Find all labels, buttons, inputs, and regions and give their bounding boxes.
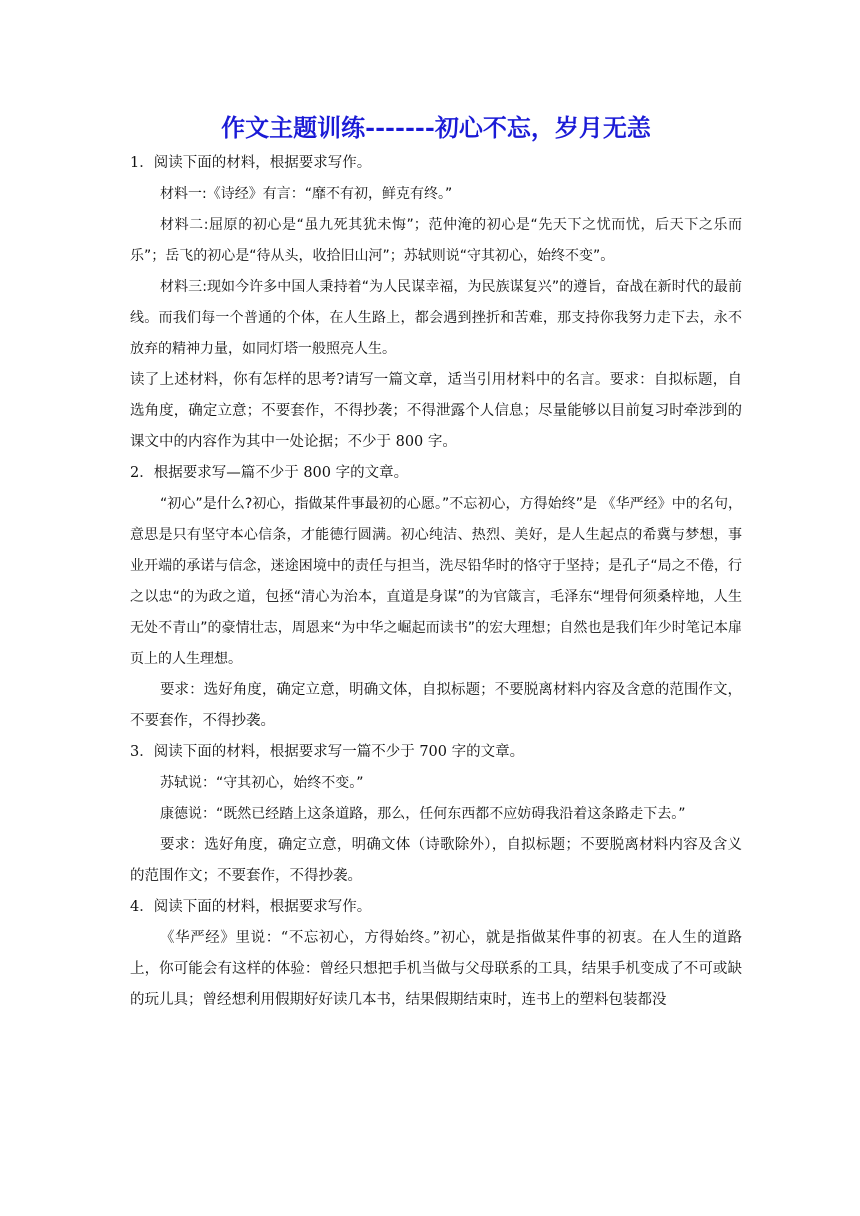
question-1-material-3: 材料三:现如今许多中国人秉持着“为人民谋幸福，为民族谋复兴”的遵旨，奋战在新时代的最前线。而我们每一个普通的个体，在人生路上，都会遇到挫折和苦难，那支持你我努力走下去，永不放弃的精神力量，如同灯塔一般照亮人生。 — [130, 279, 742, 357]
question-4-heading: 4．阅读下面的材料，根据要求写作。 — [130, 899, 372, 915]
question-3-material-1: 苏轼说：“守其初心，始终不变。” — [160, 775, 364, 791]
question-1-material-1: 材料一:《诗经》有言：“靡不有初，鲜克有终。” — [160, 186, 453, 202]
question-3-material-2: 康德说：“既然已经踏上这条道路，那么，任何东西都不应妨碍我沿着这条路走下去。” — [160, 806, 686, 822]
document-title: 作文主题训练-------初心不忘，岁月无恙 — [221, 113, 651, 142]
question-3-heading: 3．阅读下面的材料，根据要求写一篇不少于 700 字的文章。 — [130, 744, 525, 760]
question-1-heading: 1．阅读下面的材料，根据要求写作。 — [130, 155, 372, 171]
question-2-material: “初心”是什么?初心，指做某件事最初的心愿。”不忘初心，方得始终”是 《华严经》中的名句， 意思是只有坚守本心信条，才能德行圆满。初心纯洁、热烈、美好，是人生起点的希冀与梦想，事业开端的承诺与信念，迷途困境中的责任与担当，洗尽铅华时的恪守于坚持；是孔子“局之不倦，行之以忠“的为政之道，包拯“清心为治本，直道是身谋”的为官箴言，毛泽东“埋骨何须桑梓地，人生无处不青山”的豪情壮志，周恩来“为中华之崛起而读书”的宏大理想；自然也是我们年少时笔记本扉页上的人生理想。 — [130, 496, 742, 667]
question-1-material-2: 材料二:屈原的初心是“虽九死其犹未悔”；范仲淹的初心是“先天下之忧而忧，后天下之乐而乐”；岳飞的初心是“待从头，收拾旧山河”；苏轼则说“守其初心，始终不变”。 — [130, 217, 742, 264]
question-2-heading: 2．根据要求写—篇不少于 800 字的文章。 — [130, 465, 409, 481]
question-4-material: 《华严经》里说：“不忘初心，方得始终。”初心，就是指做某件事的初衷。在人生的道路上，你可能会有这样的体验：曾经只想把手机当做与父母联系的工具，结果手机变成了不可或缺的玩儿具；曾经想利用假期好好读几本书，结果假期结束时，连书上的塑料包装都没 — [130, 930, 742, 1008]
question-1-requirements: 读了上述材料，你有怎样的思考?请写一篇文章，适当引用材料中的名言。要求：自拟标题，自选角度，确定立意；不要套作，不得抄袭；不得泄露个人信息；尽量能够以目前复习时牵涉到的课文中的内容作为其中一处论据；不少于 800 字。 — [130, 372, 742, 450]
document-content — [130, 108, 742, 1016]
question-3-requirements: 要求：选好角度，确定立意，明确文体（诗歌除外），自拟标题；不要脱离材料内容及含义的范围作文；不要套作，不得抄袭。 — [130, 837, 742, 884]
question-2-requirements: 要求：选好角度，确定立意，明确文体，自拟标题；不要脱离材料内容及含意的范围作文，不要套作，不得抄袭。 — [130, 682, 742, 729]
